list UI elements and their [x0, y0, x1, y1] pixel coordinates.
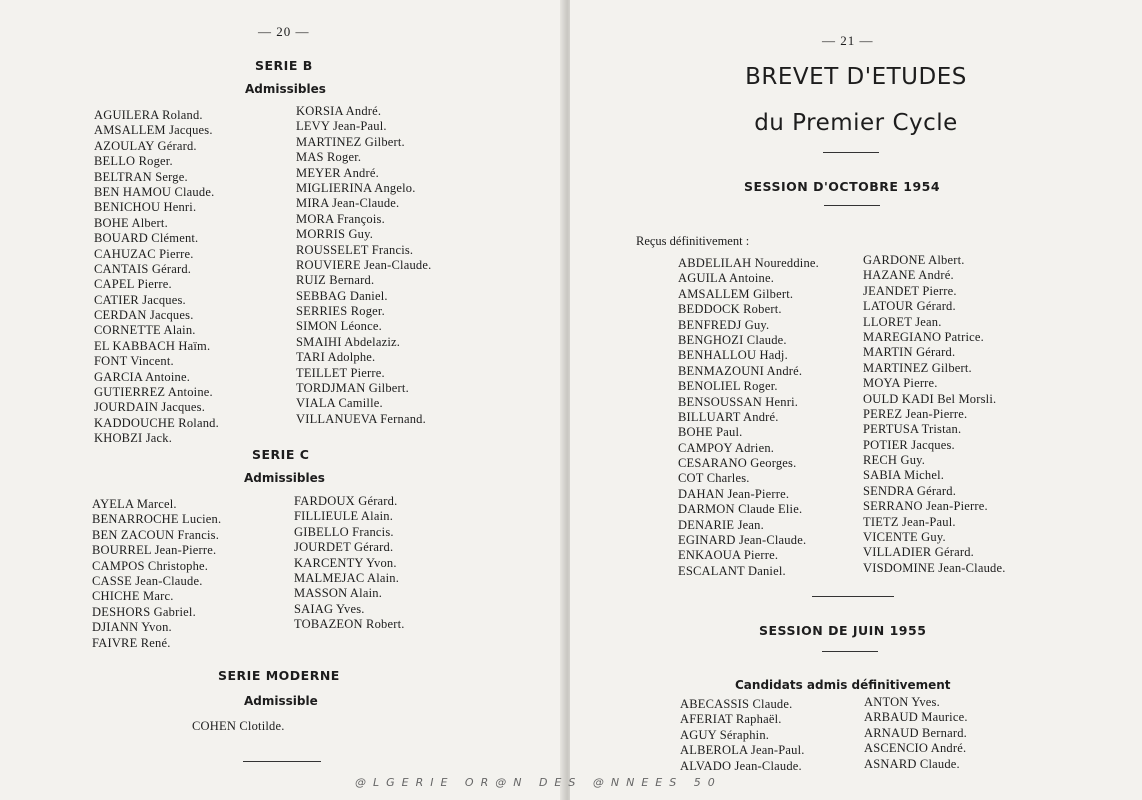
list-item: GARDONE Albert. [863, 253, 965, 267]
list-item: CATIER Jacques. [94, 292, 186, 307]
list-item: CAHUZAC Pierre. [94, 246, 194, 261]
list-item: BELLO Roger. [94, 154, 173, 169]
list-item: RUIZ Bernard. [296, 273, 375, 288]
list-item: DENARIE Jean. [678, 517, 764, 532]
divider [243, 761, 321, 762]
list-item: GARCIA Antoine. [94, 369, 191, 384]
list-item: TOBAZEON Robert. [294, 617, 405, 632]
serie-c-list-1 [92, 497, 221, 651]
list-item: AMSALLEM Gilbert. [678, 286, 794, 301]
list-item: BENHALLOU Hadj. [678, 348, 788, 363]
list-item: ROUSSELET Francis. [296, 242, 414, 257]
list-item: TIETZ Jean-Paul. [863, 514, 956, 529]
list-item: VISDOMINE Jean-Claude. [863, 560, 1006, 575]
list-item: TORDJMAN Gilbert. [296, 381, 409, 396]
list-item: SERRIES Roger. [296, 304, 385, 319]
list-item: ABDELILAH Noureddine. [678, 256, 819, 270]
list-item: ASNARD Claude. [864, 756, 960, 771]
list-item: BOHE Paul. [678, 425, 743, 440]
list-item: FARDOUX Gérard. [294, 494, 398, 508]
list-item: PERTUSA Tristan. [863, 422, 962, 437]
serie-moderne-title: SERIE MODERNE [218, 668, 340, 683]
list-item: BELTRAN Serge. [94, 169, 188, 184]
list-item: JOURDAIN Jacques. [94, 400, 206, 415]
list-item: GUTIERREZ Antoine. [94, 385, 213, 400]
serie-b-list-1 [94, 108, 219, 447]
june-list-1 [680, 697, 805, 774]
list-item: CAMPOS Christophe. [92, 558, 209, 573]
list-item: MAS Roger. [296, 150, 362, 165]
list-item: FONT Vincent. [94, 354, 174, 369]
list-item: HAZANE André. [863, 268, 954, 283]
session-october-title: SESSION D'OCTOBRE 1954 [744, 179, 941, 194]
page-number-left: — 20 — [258, 24, 310, 39]
list-item: GIBELLO Francis. [294, 524, 394, 539]
brevet-subtitle: du Premier Cycle [754, 110, 958, 136]
list-item: MARTIN Gérard. [863, 345, 956, 360]
list-item: DAHAN Jean-Pierre. [678, 486, 790, 501]
serie-b-subtitle: Admissibles [245, 82, 326, 96]
list-item: CANTAIS Gérard. [94, 261, 192, 276]
list-item: BEN ZACOUN Francis. [92, 527, 220, 542]
list-item: BEN HAMOU Claude. [94, 184, 215, 199]
list-item: LLORET Jean. [863, 314, 942, 329]
list-item: VILLADIER Gérard. [863, 545, 974, 560]
divider [824, 205, 880, 206]
list-item: RECH Guy. [863, 453, 926, 468]
list-item: JEANDET Pierre. [863, 283, 957, 298]
list-item: EGINARD Jean-Claude. [678, 533, 807, 548]
serie-c-title: SERIE C [252, 447, 310, 462]
list-item: KORSIA André. [296, 104, 382, 118]
list-item: MAREGIANO Patrice. [863, 329, 984, 344]
list-item: CHICHE Marc. [92, 589, 174, 604]
list-item: CERDAN Jacques. [94, 308, 194, 323]
list-item: ALBEROLA Jean-Paul. [680, 743, 805, 758]
divider [823, 152, 879, 153]
list-item: MORRIS Guy. [296, 227, 374, 242]
list-item: BENARROCHE Lucien. [92, 512, 222, 527]
list-item: AYELA Marcel. [92, 497, 177, 511]
divider [822, 651, 878, 652]
list-item: BENOLIEL Roger. [678, 379, 778, 394]
list-item: CESARANO Georges. [678, 456, 797, 471]
list-item: MORA François. [296, 211, 385, 226]
list-item: VILLANUEVA Fernand. [296, 411, 426, 426]
list-item: TEILLET Pierre. [296, 365, 385, 380]
right-page [570, 0, 1142, 800]
list-item: TARI Adolphe. [296, 350, 376, 365]
list-item: MOYA Pierre. [863, 376, 938, 391]
list-item: MIRA Jean-Claude. [296, 196, 400, 211]
list-item: MIGLIERINA Angelo. [296, 180, 416, 195]
serie-moderne-subtitle: Admissible [244, 694, 318, 708]
list-item: AFERIAT Raphaël. [680, 712, 782, 727]
brevet-title: BREVET D'ETUDES [745, 64, 967, 90]
list-item: SEBBAG Daniel. [296, 288, 388, 303]
list-item: MASSON Alain. [294, 586, 383, 601]
list-item: KARCENTY Yvon. [294, 555, 397, 570]
list-item: MARTINEZ Gilbert. [296, 134, 405, 149]
june-list-2 [864, 695, 968, 772]
session-june-title: SESSION DE JUIN 1955 [759, 623, 927, 638]
list-item: BENMAZOUNI André. [678, 363, 803, 378]
recus-label: Reçus définitivement : [636, 234, 750, 248]
divider [812, 596, 894, 597]
list-item: KHOBZI Jack. [94, 431, 173, 446]
session-june-subtitle: Candidats admis définitivement [735, 678, 951, 692]
list-item: KADDOUCHE Roland. [94, 415, 219, 430]
list-item: BENSOUSSAN Henri. [678, 394, 799, 409]
list-item: BEDDOCK Robert. [678, 302, 782, 317]
october-list-1 [678, 256, 819, 579]
list-item: BOUARD Clément. [94, 231, 199, 246]
list-item: AGUILA Antoine. [678, 271, 775, 286]
list-item: ASCENCIO André. [864, 741, 967, 756]
watermark: @LGERIE OR@N DES @NNEES 50 [355, 776, 722, 789]
list-item: SERRANO Jean-Pierre. [863, 499, 988, 514]
serie-c-list-2 [294, 494, 405, 633]
serie-b-list-2 [296, 104, 431, 427]
list-item: DARMON Claude Elie. [678, 502, 803, 517]
list-item: BENGHOZI Claude. [678, 332, 787, 347]
list-item: SABIA Michel. [863, 468, 945, 483]
list-item: SAIAG Yves. [294, 601, 365, 616]
list-item: ARBAUD Maurice. [864, 710, 968, 725]
list-item: ENKAOUA Pierre. [678, 548, 779, 563]
list-item: BILLUART André. [678, 409, 779, 424]
list-item: ARNAUD Bernard. [864, 725, 967, 740]
list-item: AGUILERA Roland. [94, 108, 203, 122]
list-item: CAMPOY Adrien. [678, 440, 775, 455]
list-item: FAIVRE René. [92, 635, 171, 650]
list-item: FILLIEULE Alain. [294, 509, 394, 524]
list-item: DJIANN Yvon. [92, 620, 172, 635]
list-item: EL KABBACH Haïm. [94, 338, 211, 353]
list-item: VICENTE Guy. [863, 530, 946, 545]
list-item: DESHORS Gabriel. [92, 604, 196, 619]
list-item: AGUY Séraphin. [680, 727, 770, 742]
list-item: BOURREL Jean-Pierre. [92, 543, 217, 558]
list-item: BENICHOU Henri. [94, 200, 197, 215]
list-item: MALMEJAC Alain. [294, 570, 400, 585]
list-item: BOHE Albert. [94, 215, 168, 230]
page-number-right: — 21 — [822, 33, 874, 48]
list-item: MARTINEZ Gilbert. [863, 360, 972, 375]
list-item: SIMON Léonce. [296, 319, 382, 334]
list-item: CORNETTE Alain. [94, 323, 196, 338]
list-item: ROUVIERE Jean-Claude. [296, 257, 432, 272]
list-item: LEVY Jean-Paul. [296, 119, 387, 134]
list-item: AMSALLEM Jacques. [94, 123, 213, 138]
list-item: AZOULAY Gérard. [94, 138, 197, 153]
serie-moderne-name: COHEN Clotilde. [192, 719, 285, 733]
left-page [0, 0, 566, 800]
list-item: BENFREDJ Guy. [678, 317, 770, 332]
list-item: CASSE Jean-Claude. [92, 573, 203, 588]
list-item: COT Charles. [678, 471, 750, 486]
list-item: ALVADO Jean-Claude. [680, 758, 802, 773]
list-item: LATOUR Gérard. [863, 299, 956, 314]
list-item: SENDRA Gérard. [863, 483, 957, 498]
list-item: PEREZ Jean-Pierre. [863, 406, 968, 421]
list-item: POTIER Jacques. [863, 437, 955, 452]
serie-c-subtitle: Admissibles [244, 471, 325, 485]
list-item: ANTON Yves. [864, 695, 940, 709]
list-item: CAPEL Pierre. [94, 277, 172, 292]
serie-b-title: SERIE B [255, 58, 313, 73]
list-item: OULD KADI Bel Morsli. [863, 391, 997, 406]
list-item: ESCALANT Daniel. [678, 563, 786, 578]
list-item: MEYER André. [296, 165, 379, 180]
october-list-2 [863, 253, 1006, 576]
list-item: ABECASSIS Claude. [680, 697, 793, 711]
list-item: SMAIHI Abdelaziz. [296, 334, 401, 349]
list-item: VIALA Camille. [296, 396, 383, 411]
list-item: JOURDET Gérard. [294, 540, 394, 555]
